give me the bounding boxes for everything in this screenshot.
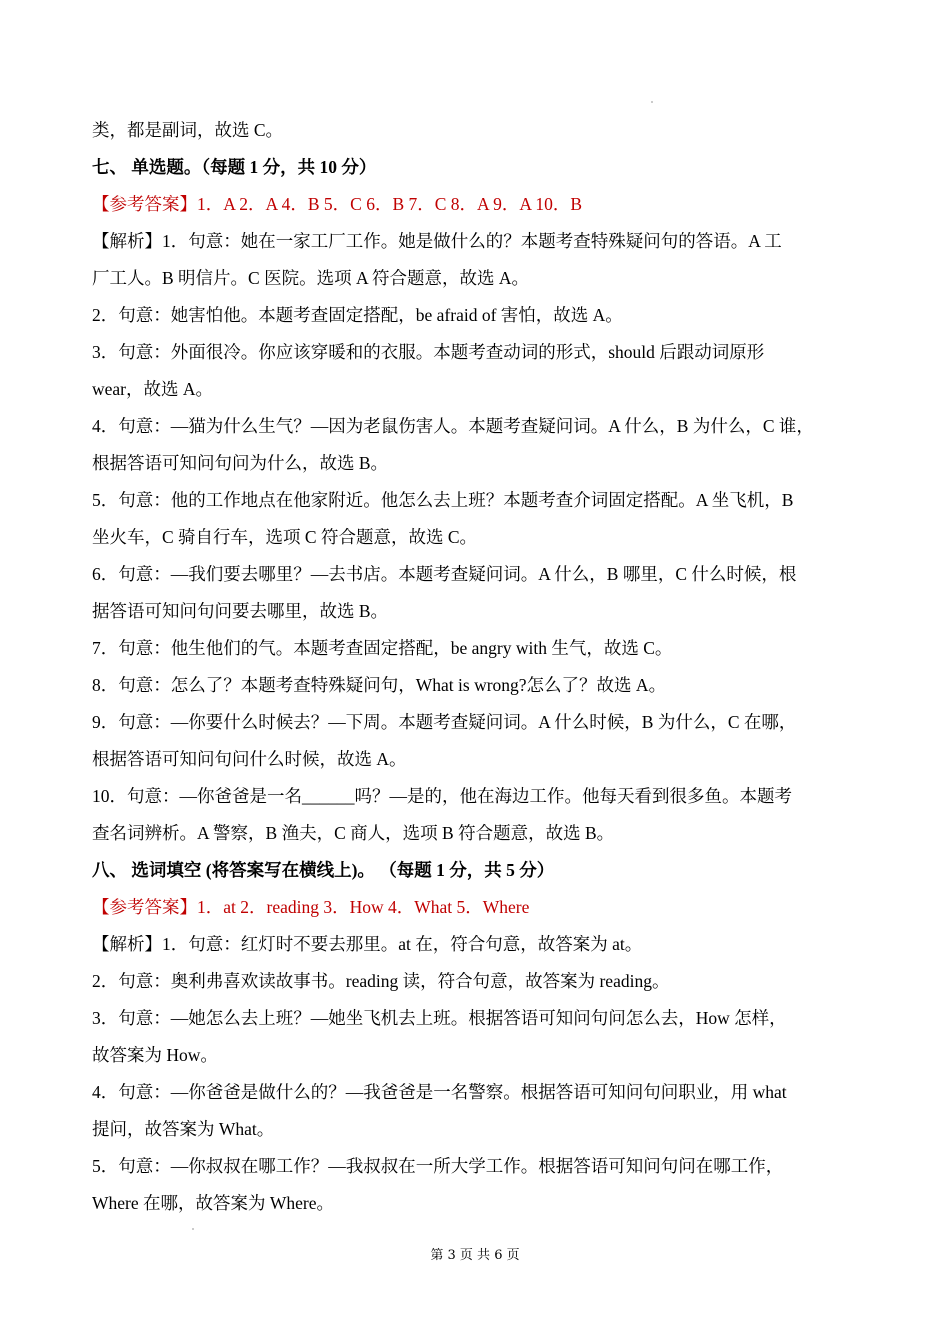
text-line: 5．句意：—你叔叔在哪工作？—我叔叔在一所大学工作。根据答语可知问句问在哪工作， xyxy=(92,1156,784,1176)
text-line: 查名词辨析。A 警察，B 渔夫，C 商人，选项 B 符合题意，故选 B。 xyxy=(92,823,615,843)
text-line: 根据答语可知问句问什么时候，故选 A。 xyxy=(92,749,407,769)
text-line: 7．句意：他生他们的气。本题考查固定搭配，be angry with 生气，故选 C。 xyxy=(92,638,673,658)
text-line: 提问，故答案为 What。 xyxy=(92,1119,275,1139)
text-line: wear，故选 A。 xyxy=(92,379,214,399)
text-line: 10．句意：—你爸爸是一名______吗？—是的，他在海边工作。他每天看到很多鱼。本题考 xyxy=(92,786,792,806)
text-line: 【解析】1．句意：她在一家工厂工作。她是做什么的？本题考查特殊疑问句的答语。A 工 xyxy=(92,231,782,251)
text-line: 【解析】1．句意：红灯时不要去那里。at 在，符合句意，故答案为 at。 xyxy=(92,934,643,954)
text-line: 8．句意：怎么了？本题考查特殊疑问句，What is wrong?怎么了？故选 A。 xyxy=(92,675,667,695)
text-line: 故答案为 How。 xyxy=(92,1045,218,1065)
reference-answer-line: 【参考答案】1．at 2．reading 3．How 4．What 5．Where xyxy=(92,897,530,917)
text-line: 6．句意：—我们要去哪里？—去书店。本题考查疑问词。A 什么，B 哪里，C 什么时候，根 xyxy=(92,564,797,584)
reference-answer-line: 【参考答案】1．A 2．A 4．B 5．C 6．B 7．C 8．A 9．A 10．B xyxy=(92,194,583,214)
text-line: 类，都是副词，故选 C。 xyxy=(92,120,284,140)
text-line: 坐火车，C 骑自行车，选项 C 符合题意，故选 C。 xyxy=(92,527,478,547)
text-line: 9．句意：—你要什么时候去？—下周。本题考查疑问词。A 什么时候，B 为什么，C 在哪， xyxy=(92,712,797,732)
answer-explanation-body xyxy=(92,112,882,1222)
scan-speck xyxy=(651,101,653,103)
text-line: 据答语可知问句问要去哪里，故选 B。 xyxy=(92,601,389,621)
text-line: 3．句意：外面很冷。你应该穿暖和的衣服。本题考查动词的形式，should 后跟动词原形 xyxy=(92,342,765,362)
text-line: 2．句意：她害怕他。本题考查固定搭配，be afraid of 害怕，故选 A。 xyxy=(92,305,623,325)
text-line: 根据答语可知问句问为什么，故选 B。 xyxy=(92,453,389,473)
scan-speck xyxy=(192,1228,194,1230)
section-heading: 八、 选词填空 (将答案写在横线上)。 （每题 1 分，共 5 分） xyxy=(92,860,555,880)
text-line: 3．句意：—她怎么去上班？—她坐飞机去上班。根据答语可知问句问怎么去，How 怎样， xyxy=(92,1008,787,1028)
text-line: 厂工人。B 明信片。C 医院。选项 A 符合题意，故选 A。 xyxy=(92,268,530,288)
section-heading: 七、 单选题。（每题 1 分，共 10 分） xyxy=(92,157,377,177)
page-number-footer: 第 3 页 共 6 页 xyxy=(430,1248,520,1263)
text-line: 4．句意：—你爸爸是做什么的？—我爸爸是一名警察。根据答语可知问句问职业，用 what xyxy=(92,1082,787,1102)
text-line: Where 在哪，故答案为 Where。 xyxy=(92,1193,335,1213)
text-line: 4．句意：—猫为什么生气？—因为老鼠伤害人。本题考查疑问词。A 什么，B 为什么，C 谁， xyxy=(92,416,814,436)
text-line: 5．句意：他的工作地点在他家附近。他怎么去上班？本题考查介词固定搭配。A 坐飞机，B xyxy=(92,490,794,510)
text-line: 2．句意：奥利弗喜欢读故事书。reading 读，符合句意，故答案为 reading。 xyxy=(92,971,670,991)
